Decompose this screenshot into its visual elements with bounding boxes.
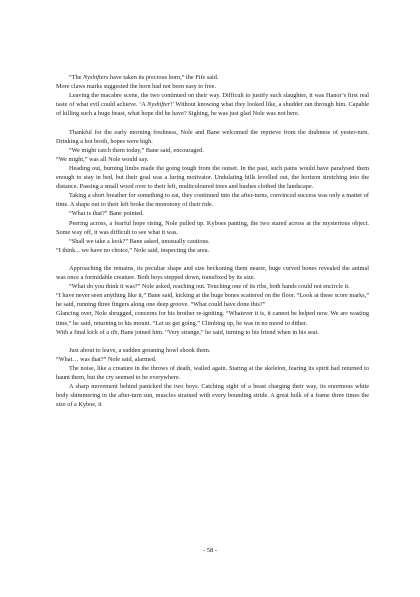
paragraph: “What… was that?” Nole said, alarmed.	[56, 355, 157, 363]
section-1	[56, 73, 369, 118]
paragraph: With a final kick of a rib, Bane joined him. “Very strange,” he said, turning to his friend when in his seat.	[56, 328, 319, 336]
paragraph: “The Nyshifters have taken its precious horn,” the Fife said.	[69, 74, 219, 81]
paragraph: Heading out, burning limbs made the going tough from the outset. In the past, such pains would have paralysed them enough to stay in bed, but their goal was a luring motivator. Undulating hills levelled out, the horizon stretching into the distance. Passing a small wood over to their left, multicoloured trees and bushes clothed the landscape.	[56, 164, 369, 191]
paragraph: “What do you think it was?” Nole asked, reaching out. Touching one of its ribs, both hands could not encircle it.	[69, 283, 350, 291]
paragraph: More claws marks suggested the horn had not been easy to free.	[56, 83, 217, 91]
section-2	[56, 128, 369, 255]
section-4	[56, 346, 369, 410]
section-break	[56, 255, 369, 264]
section-break	[56, 337, 369, 346]
paragraph: A sharp movement behind panicked the two boys. Catching sight of a beast charging their way, its enormous white body shimmering in the after-turn sun, muscles strained with every bounding stride. A great hulk of a frame three times the size of a Kyboe, it	[56, 383, 369, 409]
paragraph: “I have never seen anything like it,” Bane said, kicking at the huge bones scattered on the floor. “Look at these score marks,” he said, running three fingers along one deep groove. “What could have done this?”	[56, 292, 369, 309]
body-text	[56, 73, 369, 409]
paragraph: Thankful for the early morning freshness, Nole and Bane welcomed the reprieve from the drabness of yester-turn. Drinking a hot broth, hopes were high.	[56, 128, 369, 145]
paragraph: “We might,” was all Nole would say.	[56, 155, 149, 163]
paragraph: “We might catch them today,” Bane said, encouraged.	[69, 146, 204, 154]
section-3	[56, 264, 369, 337]
paragraph: “What is that?” Bane pointed.	[69, 210, 144, 218]
paragraph: Approaching the remains, its peculiar shape and size beckoning them nearer, huge curved bones revealed the animal was once a formidable creature. Both boys stepped down, transfixed by its size.	[56, 264, 369, 282]
page-number: - 58 -	[202, 547, 218, 554]
paragraph: Glancing over, Nole shrugged, concerns for his brother re-igniting. “Whatever it is, it cannot be helped now. We are wasting time,” he said, returning to his mount. “Let us get going.” Climbing up, he was in no mood to dither.	[56, 310, 369, 327]
paragraph: Just about to leave, a sudden groaning howl shook them.	[69, 346, 211, 354]
paragraph: The noise, like a creature in the throws of death, wailed again. Staring at the skeleton, fearing its spirit had returned to haunt them, but the cry seemed to be everywhere.	[56, 365, 369, 382]
paragraph: “I think... we have no choice,” Nole said, inspecting the area.	[56, 246, 210, 254]
paragraph: Peering across, a fearful hope rising, Nole pulled up. Kyboes panting, the two stared across at the mysterious object. Some way off, it was difficult to see what it was.	[56, 219, 369, 236]
paragraph: Leaving the macabre scene, the two continued on their way. Difficult to justify such slaughter, it was Hanor’s first real taste of what evil could achieve. ‘A Nyshifter!’ Without knowing what they looked like, a shudder ran through him. Capable of killing such a huge beast, what hope did he have? Sighing, he was just glad Nole was not here.	[56, 92, 369, 118]
paragraph: “Shall we take a look?” Bane asked, unusually cautious.	[69, 237, 210, 245]
section-break	[56, 118, 369, 127]
paragraph: Taking a short breather for something to eat, they continued into the after-turns, convinced success was only a matter of time. A shape out to their left broke the monotony of their ride.	[56, 192, 369, 209]
